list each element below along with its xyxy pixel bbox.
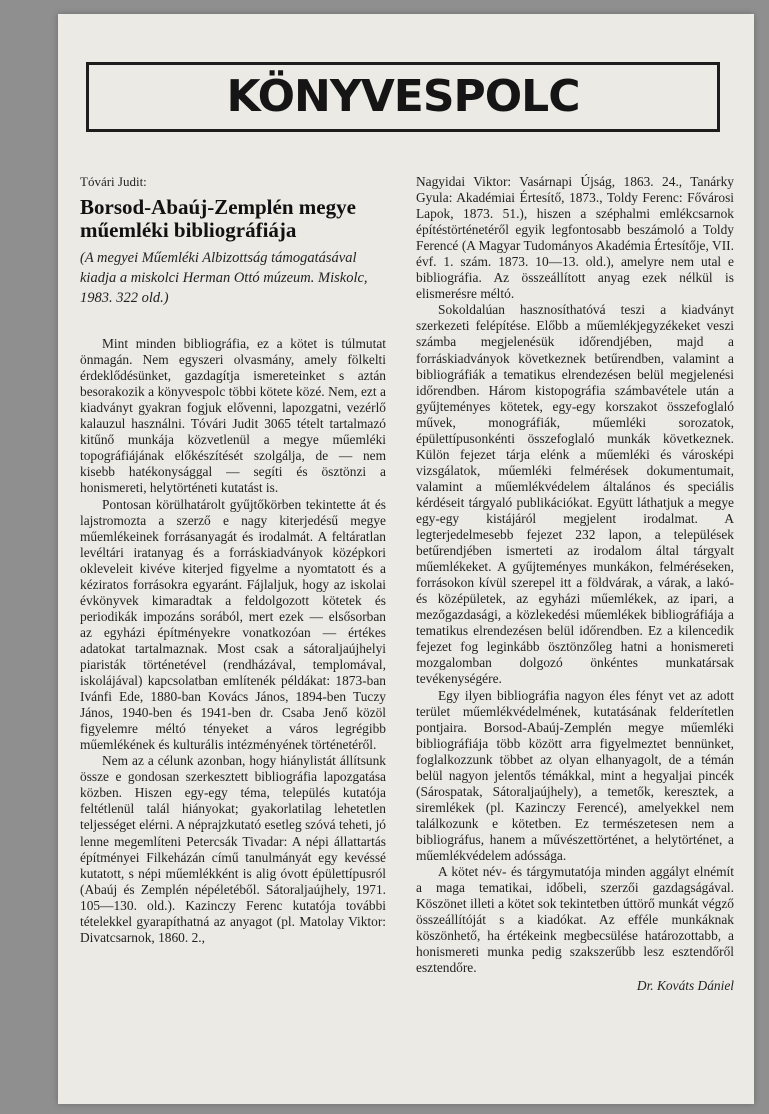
review-author: Tóvári Judit: [80, 174, 147, 189]
left-column [80, 174, 386, 946]
body-paragraph: Pontosan körülhatárolt gyűjtőkörben tekintette át és lajstromozta a szerző e nagy kiterjedésű megye műemlékeinek forrásanyagát és irodalmát. A feltáratlan levéltári iratanyag és a forráskiadványok középkori okleveleit kivéve kiterjed figyelme a nyomtatott és a kéziratos forrásokra egyaránt. Fájlaljuk, hogy az iskolai évkönyvek kimaradtak a feldolgozott kötetek és periodikák impozáns sorából, mert ezek — elsősorban az egyházi építményekre vonatkozóan — értékes adatokat tartalmaznak. Most csak a sátoraljaújhelyi piaristák történetével (rendházával, templomával, iskolájával) kapcsolatban említenék példákat: 1873-ban Ivánfi Ede, 1880-ban Kovács János, 1894-ben Tuczy János, 1940-ben és 1941-ben dr. Csaba Jenő közöl figyelemre méltó tényeket a város legrégibb műemlékének és kulturális intézményének történetéről. [80, 496, 386, 753]
book-title: Borsod-Abaúj-Zemplén megye műemléki bibliográfiája [80, 195, 356, 243]
reviewer-signature: Dr. Kováts Dániel [636, 978, 734, 994]
body-paragraph: Mint minden bibliográfia, ez a kötet is túlmutat önmagán. Nem egyszeri olvasmány, amely fölkelti érdeklődésünket, gazdagítja ismereteinket s aztán besorakozik a könyvespolc többi kötete közé. Nem, ezt a kiadványt gyakran fogjuk elővenni, lapozgatni, vezérlő kalauzul használni. Tóvári Judit 3065 tételt tartalmazó kitűnő munkája közvetlenül a megye műemléki topográfiájának előkészítését szolgálja, de — nem kisebb hatékonysággal — segíti és ösztönzi a honismereti, helytörténeti kutatást is. [80, 336, 386, 496]
body-paragraph: A kötet név- és tárgymutatója minden aggályt elnémít a maga tematikai, időbeli, szerzői gazdagságával. Köszönet illeti a kötet sok tekintetben úttörő munkát végző összeállítóját s a kiadókat. Az efféle munkáknak köszönhető, ha értékeink megbecsülése határozottabb, a honismereti munka pedig szakszerűbb lesz esztendőről esztendőre. [416, 864, 734, 976]
magazine-page [58, 14, 754, 1104]
body-paragraph: Nagyidai Viktor: Vasárnapi Újság, 1863. 24., Tanárky Gyula: Akadémiai Értesítő, 1873., Toldy Ferenc: Fővárosi Lapok, 1873. 51.), hiszen a széphalmi emlékcsarnok építéstörténetéről egyik legfontosabb beszámoló a Toldy Ferencé (A Magyar Tudományos Akadémia Értesítője, VII. évf. 1. szám. 1873. 10—13. old.), amelyre nem utal e bibliográfia. Az összeállított anyag ezek nélkül is elismerésre méltó. [416, 174, 734, 302]
body-paragraph: Nem az a célunk azonban, hogy hiánylistát állítsunk össze e gondosan szerkesztett bibliográfia lapozgatása közben. Hiszen egy-egy téma, település kutatója feltétlenül talál hiányokat; gyakorlatilag lehetetlen teljességet elérni. A néprajzkutató esetleg szóvá teheti, jó lenne megemlíteni Petercsák Tivadar: A népi állattartás építményei Filkeházán című tanulmányát egy kevéssé kutatott, s népi műemlékként is alig óvott épülettípusról (Abaúj és Zemplén népéletéből. Sátoraljaújhely, 1971. 105—130. old.). Kazinczy Ferenc kutatója további tételekkel gyarapíthatná az anyagot (pl. Matolay Viktor: Divatcsarnok, 1860. 2., [80, 753, 386, 945]
section-title: KÖNYVESPOLC [226, 71, 580, 122]
body-paragraph: Egy ilyen bibliográfia nagyon éles fényt vet az adott terület műemlékvédelmének, kutatásának felderítetlen pontjaira. Borsod-Abaúj-Zemplén megye műemléki bibliográfiája több között arra figyelmeztet bennünket, foglalkozzunk többet az olyan elhanyagolt, de a témán belül nagyon jelentős témákkal, mint a hegyaljai pincék (Sárospatak, Sátoraljaújhely), a temetők, keresztek, a siremlékek (pl. Kazinczy Ferencé), amelyekkel nem találkozunk e kötetben. Ez természetesen nem a bibliográfus, hanem a művészettörténet, a helytörténet, a műemlékvédelem adóssága. [416, 687, 734, 863]
right-column [416, 174, 734, 994]
body-paragraph: Sokoldalúan hasznosíthatóvá teszi a kiadványt szerkezeti felépítése. Előbb a műemlékjegyzékeket veszi számba megjelenésük időrendjében, majd a forráskiadványok következnek betűrendben, valamint a bibliográfiák a tematikus elrendezésen belül megjelenési időrendben. Három kistopográfia számbavétele után a gyűjteményes kötetek, egy-egy korszakot összefoglaló művek, monográfiák, műemléki sorozatok, épülettípusonkénti összefoglaló munkák következnek. Külön fejezet tárja elénk a műemléki és városképi vizsgálatok, műemléki felmérések dokumentumait, valamint a műemlékvédelem általános és speciális kérdéseit tárgyaló publikációkat. Együtt láthatjuk a megye egy-egy kistájáról megjelent irodalmat. A legterjedelmesebb fejezet 232 lapon, a települések betűrendjében ismerteti az irodalom által tárgyalt műemlékeket. A gyűjteményes munkákon, felméréseken, forrásokon kívül szerepel itt a földvárak, a várak, a lakó- és középületek, az egyházi műemlékek, az ipari, a mezőgazdasági, a közlekedési műemlékek bibliográfiája a tematikus elrendezésen belül időrendben. Ez a kilencedik fejezet fog leginkább ösztönzőleg hatni a honismereti mozgalomban dolgozó önkéntes munkatársak tevékenységére. [416, 302, 734, 687]
section-header-box [86, 62, 720, 132]
book-publication-info: (A megyei Műemléki Albizottság támogatásával kiadja a miskolci Herman Ottó múzeum. Miskolc, 1983. 322 old.) [80, 250, 368, 307]
